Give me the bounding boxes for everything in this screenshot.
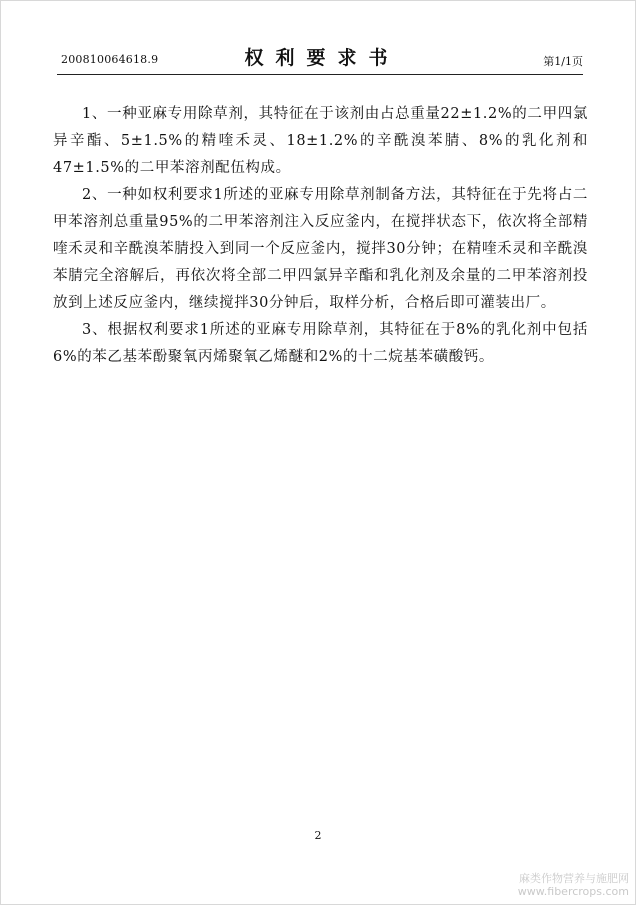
claim-1: 1、一种亚麻专用除草剂，其特征在于该剂由占总重量22±1.2%的二甲四氯异辛酯、5±1.5%的精喹禾灵、18±1.2%的辛酰溴苯腈、8%的乳化剂和47±1.5%的二甲苯溶剂配伍构成。 [53, 106, 588, 176]
watermark [518, 872, 629, 898]
claims-body [53, 101, 588, 371]
page-label: 第1/1页 [543, 55, 583, 68]
watermark-url: www.fibercrops.com [517, 885, 629, 898]
application-number: 200810064618.9 [61, 53, 159, 66]
watermark-site-name: 麻类作物营养与施肥网 [519, 872, 629, 885]
document-header [61, 41, 583, 73]
claim-2: 2、一种如权利要求1所述的亚麻专用除草剂制备方法，其特征在于先将占二甲苯溶剂总重量95%的二甲苯溶剂注入反应釜内，在搅拌状态下，依次将全部精喹禾灵和辛酰溴苯腈投入到同一个反应釜内，搅拌30分钟；在精喹禾灵和辛酰溴苯腈完全溶解后，再依次将全部二甲四氯异辛酯和乳化剂及余量的二甲苯溶剂投放到上述反应釜内，继续搅拌30分钟后，取样分析，合格后即可灌装出厂。 [53, 187, 588, 311]
header-divider [57, 74, 583, 75]
page-number: 2 [314, 829, 322, 842]
claim-3: 3、根据权利要求1所述的亚麻专用除草剂，其特征在于8%的乳化剂中包括6%的苯乙基苯酚聚氧丙烯聚氧乙烯醚和2%的十二烷基苯磺酸钙。 [53, 322, 588, 365]
page-title: 权利要求书 [244, 47, 400, 69]
